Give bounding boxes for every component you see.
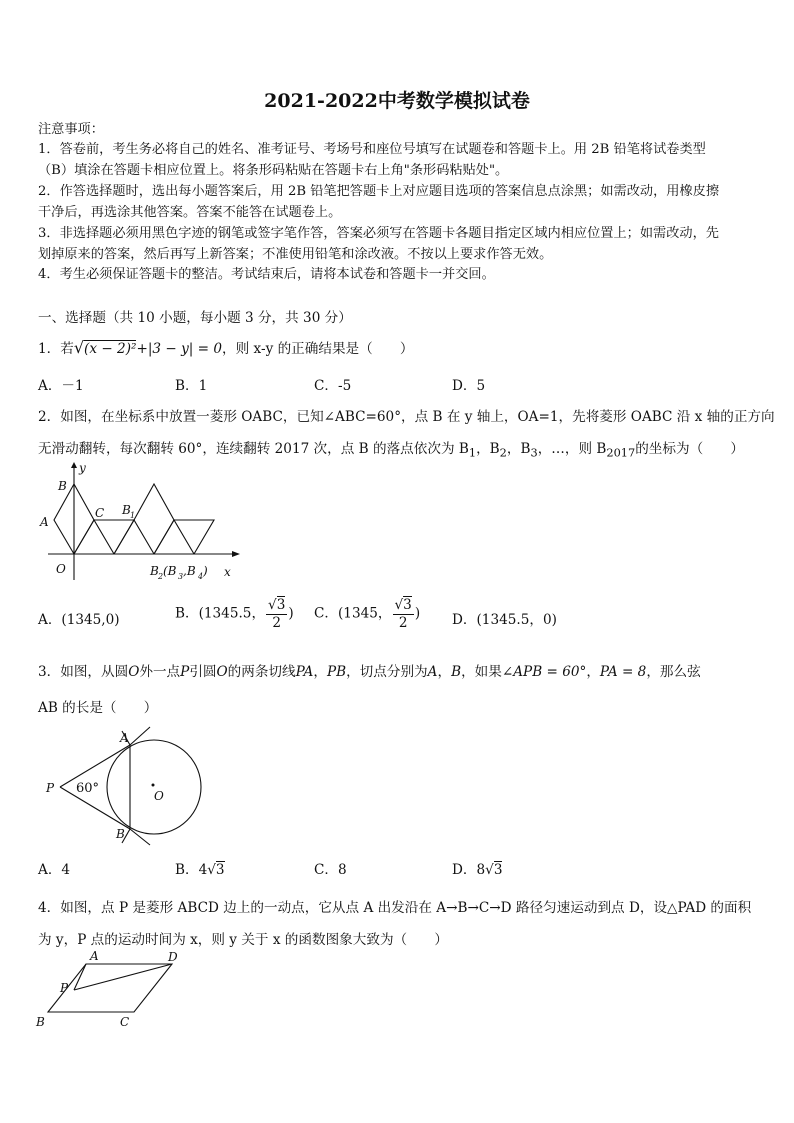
section-heading: 一、选择题（共 10 小题，每小题 3 分，共 30 分）	[38, 310, 352, 326]
q3-text-g: ，那么弦	[646, 664, 701, 680]
q3-text-e: ，切点分别为	[346, 664, 428, 680]
q2-option-c-den: 2	[398, 615, 408, 631]
q3-circle-o-2: O	[216, 664, 228, 680]
q4-line-1: 4．如图，点 P 是菱形 ABCD 边上的一动点，它从点 A 出发沿在 A→B→C→D 路径匀速运动到点 D，设△PAD 的面积	[38, 900, 752, 916]
q3-option-b-radicand: 3	[215, 862, 225, 878]
q3-text-d: 的两条切线	[227, 664, 296, 680]
q3-line-2: AB 的长是（ ）	[38, 700, 158, 716]
q2-option-c-prefix: C．(1345，	[314, 605, 392, 622]
q2-text-e: 的坐标为（ ）	[635, 441, 744, 457]
q3-option-c: C．8	[314, 862, 347, 878]
q4-line-2: 为 y，P 点的运动时间为 x，则 y 关于 x 的函数图象大致为（ ）	[38, 932, 448, 948]
q2-fig-label-comma-B: ,B	[183, 564, 196, 578]
q3-fig-label-A: A	[120, 731, 129, 745]
q2-option-b-prefix: B．(1345.5，	[175, 605, 266, 622]
q1-expr-rest: +|3 − y| = 0	[136, 341, 223, 357]
q4-fig-label-A: A	[90, 949, 99, 963]
q2-fig-label-B: B	[58, 479, 67, 493]
page-title: 2021-2022中考数学模拟试卷	[264, 90, 530, 112]
q3-segment-pb: PB	[326, 664, 347, 680]
q3-text-c: 引圆	[189, 664, 217, 680]
q3-option-b: B．4√3	[175, 862, 225, 878]
q3-angle-apb: ∠APB = 60°	[501, 664, 587, 680]
q3-option-a: A．4	[38, 862, 71, 878]
q3-segment-pa: PA	[295, 664, 314, 680]
q2-fig-label-B34: (B	[163, 564, 177, 578]
q3-sep-3: ，	[586, 664, 600, 680]
q2-option-a: A．(1345,0)	[38, 612, 120, 628]
q1-option-b: B．1	[175, 378, 208, 394]
q2-option-d: D．(1345.5，0)	[452, 612, 557, 628]
q2-option-b-close: )	[288, 605, 294, 622]
q4-fig-label-B: B	[36, 1015, 45, 1029]
q2-fig-label-O: O	[56, 562, 66, 576]
q2-fig-label-B2-sub: 2	[158, 572, 164, 581]
q2-text-a: 无滑动翻转，每次翻转 60°，连续翻转 2017 次，点 B 的落点依次为 B	[38, 441, 469, 457]
q2-fig-label-y: y	[79, 462, 86, 475]
notice-heading: 注意事项：	[38, 122, 104, 137]
q4-fig-label-C: C	[120, 1015, 130, 1029]
notice-line-6: 划掉原来的答案，然后再写上新答案；不准使用铅笔和涂改液。不按以上要求作答无效。	[38, 247, 553, 262]
q1-option-d: D．5	[452, 378, 486, 394]
q2-line-2	[38, 437, 744, 460]
q2-fig-label-B4-sub: 4	[198, 572, 204, 581]
notice-line-7: 4．考生必须保证答题卡的整洁。考试结束后，请将本试卷和答题卡一并交回。	[38, 267, 495, 282]
q2-text-c: ，B	[506, 441, 531, 457]
q2-fig-label-C: C	[95, 506, 105, 520]
q1-option-c: C．-5	[314, 378, 352, 394]
notice-line-5: 3．非选择题必须用黑色字迹的钢笔或签字笔作答，答案必须写在答题卡各题目指定区域内相应位置上；如需改动，先	[38, 226, 719, 241]
q2-option-b-num: 3	[276, 597, 286, 613]
q2-fig-label-B1: B	[122, 503, 131, 517]
notice-line-4: 干净后，再选涂其他答案。答案不能答在试题卷上。	[38, 205, 342, 220]
notice-line-3: 2．作答选择题时，选出每小题答案后，用 2B 铅笔把答题卡上对应题目选项的答案信息点涂黑；如需改动，用橡皮擦	[38, 184, 720, 199]
question-1: 1．若√(x − 2)²+|3 − y| = 0，则 x-y 的正确结果是（ ）	[38, 338, 414, 357]
q3-point-a: A	[427, 664, 438, 680]
q3-pa-value: PA = 8	[599, 664, 647, 680]
q2-text-d: ，…，则 B	[537, 441, 607, 457]
q3-point-p: P	[180, 664, 190, 680]
q1-prefix: 1．若	[38, 341, 74, 357]
q3-line-1	[38, 660, 701, 680]
q2-line-1: 2．如图，在坐标系中放置一菱形 OABC，已知∠ABC=60°，点 B 在 y 轴上，OA=1，先将菱形 OABC 沿 x 轴的正方向	[38, 409, 775, 425]
q3-circle-tangent-figure	[40, 725, 210, 847]
q2-option-c-fraction: $\frac{√3}{2}$	[394, 597, 412, 631]
q2-option-c-close: )	[414, 605, 421, 622]
q2-fig-label-B2: B	[150, 564, 159, 578]
q3-text-a: 3．如图，从圆	[38, 664, 129, 680]
q2-sub-2: 2	[499, 445, 507, 460]
q3-option-d-prefix: D．8	[452, 862, 486, 878]
q2-option-c	[314, 596, 420, 632]
q2-option-c-num: 3	[403, 597, 412, 613]
q2-fig-label-x: x	[224, 565, 231, 579]
q3-fig-label-B: B	[116, 827, 125, 841]
q2-sub-1: 1	[468, 445, 477, 460]
q1-option-a: A．－1	[38, 378, 84, 394]
q3-option-d: D．8√3	[452, 862, 503, 878]
q3-option-b-prefix: B．4	[175, 862, 208, 878]
q3-sep-2: ，	[437, 664, 452, 680]
q2-sub-3: 3	[530, 445, 538, 460]
q3-sep-1: ，	[313, 664, 327, 680]
notice-line-1: 1．答卷前，考生务必将自己的姓名、准考证号、考场号和座位号填写在试题卷和答题卡上。用 2B 铅笔将试卷类型	[38, 142, 706, 157]
q4-rhombus-figure	[34, 948, 194, 1032]
q3-fig-label-angle: 60°	[76, 781, 100, 796]
q2-option-b-den: 2	[272, 615, 282, 631]
q2-sub-2017: 2017	[606, 445, 636, 460]
q2-fig-label-close: )	[203, 564, 208, 578]
q3-option-d-radicand: 3	[493, 862, 503, 878]
q3-text-f: ，如果	[461, 664, 502, 680]
q3-circle-o-1: O	[128, 664, 140, 680]
q2-option-b	[175, 596, 294, 632]
q1-sqrt-expr: (x − 2)²	[84, 341, 137, 357]
q4-fig-label-P: P	[60, 981, 69, 995]
q2-fig-label-A: A	[40, 515, 49, 529]
q3-point-b: B	[451, 664, 462, 680]
q3-text-b: 外一点	[139, 664, 181, 680]
q3-fig-label-O: O	[154, 789, 164, 803]
q3-fig-label-P: P	[46, 781, 55, 795]
notice-line-2: （B）填涂在答题卡相应位置上。将条形码粘贴在答题卡右上角"条形码粘贴处"。	[38, 163, 509, 178]
q1-suffix: ，则 x-y 的正确结果是（ ）	[222, 341, 414, 357]
q2-option-b-fraction: $\frac{√3}{2}$	[268, 597, 286, 631]
q2-rhombus-figure	[36, 462, 246, 584]
q4-fig-label-D: D	[168, 950, 178, 964]
q2-fig-label-B1-sub: 1	[130, 511, 136, 520]
q2-fig-label-B3-sub: 3	[178, 572, 184, 581]
q2-text-b: ，B	[476, 441, 500, 457]
